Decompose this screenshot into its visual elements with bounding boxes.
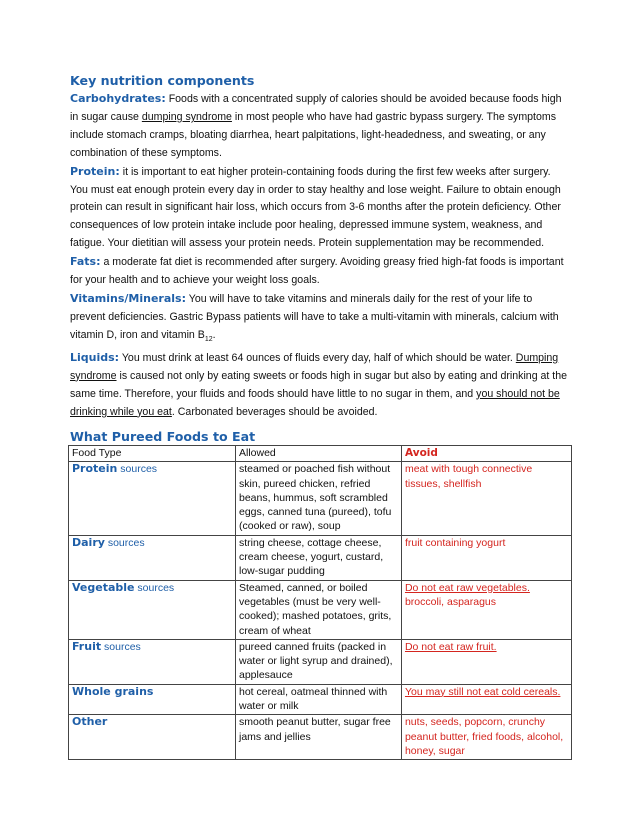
carbohydrates-label: Carbohydrates: [70,92,166,105]
header-allowed: Allowed [235,446,401,462]
table-row [69,580,572,639]
protein-label: Protein: [70,164,120,178]
section-title: Key nutrition components [70,73,255,88]
row-allowed: string cheese, cottage cheese, cream cheese, yogurt, custard, low-sugar pudding [235,535,401,580]
row-allowed: Steamed, canned, or boiled vegetables (must be very well-cooked); mashed potatoes, grits, cream of wheat [235,580,401,639]
carbohydrates-text: Foods with a concentrated supply of calories should be avoided because foods high in sugar cause [70,93,562,123]
row-avoid-warning: Do not eat raw vegetables. [404,581,530,594]
body-paragraphs [70,90,570,421]
table-header-row [69,446,572,462]
dumping-syndrome-link[interactable]: dumping syndrome [141,110,232,123]
row-suffix: sources [134,581,175,594]
table-row [69,535,572,580]
carbohydrates-paragraph [70,90,570,163]
protein-paragraph [70,163,570,254]
header-food-type: Food Type [69,446,236,462]
liquids-text: You must drink at least 64 ounces of fluids every day, half of which should be water. [119,351,516,364]
header-avoid: Avoid [404,447,438,459]
vitamins-text: You will have to take vitamins and minerals daily for the rest of your life to prevent deficiencies. Gastric Bypass patients will have to take a multi-vitamin with minerals, calcium with vitamin D, iron and vitamin B [70,292,559,341]
row-allowed: smooth peanut butter, sugar free jams and jellies [235,715,401,760]
row-avoid-warning: You may still not eat cold cereals. [404,685,561,698]
liquids-paragraph [70,349,570,422]
fats-label: Fats: [70,255,101,269]
carbohydrates-text-2: in most people who have had gastric bypass surgery. The symptoms include stomach cramps, bloating diarrhea, heart palpitations, light-headedness, and sweating, or any combination of these symptoms. [70,110,557,159]
row-name: Fruit [72,639,102,653]
row-name: Protein [72,462,118,476]
pureed-foods-title: What Pureed Foods to Eat [70,429,256,444]
no-drinking-link[interactable]: you should not be drinking while you eat [70,387,560,418]
row-suffix: sources [117,463,158,476]
liquids-text-3: . Carbonated beverages should be avoided. [171,405,378,418]
nutrition-section [70,72,570,421]
table-row [69,715,572,760]
row-allowed: hot cereal, oatmeal thinned with water or milk [235,684,401,715]
vitamins-label: Vitamins/Minerals: [70,291,186,305]
fats-paragraph [70,253,570,290]
row-avoid: broccoli, asparagus [404,595,497,608]
vitamin-subscript: 12 [204,335,213,343]
table-row [69,684,572,715]
row-name: Vegetable [72,580,135,594]
protein-text: it is important to eat higher protein-containing foods during the first few weeks after surgery. You must eat enough protein every day in order to stay healthy and lose weight. Failure to obtain enough protein can result in significant hair loss, which occurs from 3-6 months after the protein deficiency. Other consequences of low protein intake include poor healing, depressed immune system, weakness, and fatigue. Your dietitian will assess your protein needs. Protein supplementation may be recommended. [70,165,561,250]
row-name: Whole grains [72,684,154,698]
row-avoid: meat with tough connective tissues, shellfish [401,462,571,535]
row-allowed: steamed or poached fish without skin, pureed chicken, refried beans, hummus, soft scrambled eggs, canned tuna (pureed), tofu (cooked or raw), soup [235,462,401,535]
row-suffix: sources [101,640,141,653]
vitamins-end: . [212,328,216,341]
row-avoid: nuts, seeds, popcorn, crunchy peanut butter, fried foods, alcohol, honey, sugar [401,715,571,760]
liquids-label: Liquids: [70,350,120,364]
dumping-syndrome-link-2[interactable]: Dumping syndrome [70,351,559,382]
row-avoid-warning: Do not eat raw fruit. [404,640,497,653]
table-row [69,462,572,535]
row-allowed: pureed canned fruits (packed in water or light syrup and drained), applesauce [235,639,401,684]
table-row [69,639,572,684]
row-name: Other [72,715,108,729]
fats-text: a moderate fat diet is recommended after surgery. Avoiding greasy fried high-fat foods is important for your health and to achieve your weight loss goals. [70,256,564,287]
row-suffix: sources [104,536,145,549]
liquids-text-2: is caused not only by eating sweets or foods high in sugar but also by eating and drinking at the same time. Therefore, your fluids and foods should have little to no sugar in them, and [70,369,568,400]
row-avoid: fruit containing yogurt [401,535,571,580]
row-name: Dairy [72,535,105,549]
pureed-foods-table [68,445,572,760]
vitamins-paragraph [70,290,570,349]
